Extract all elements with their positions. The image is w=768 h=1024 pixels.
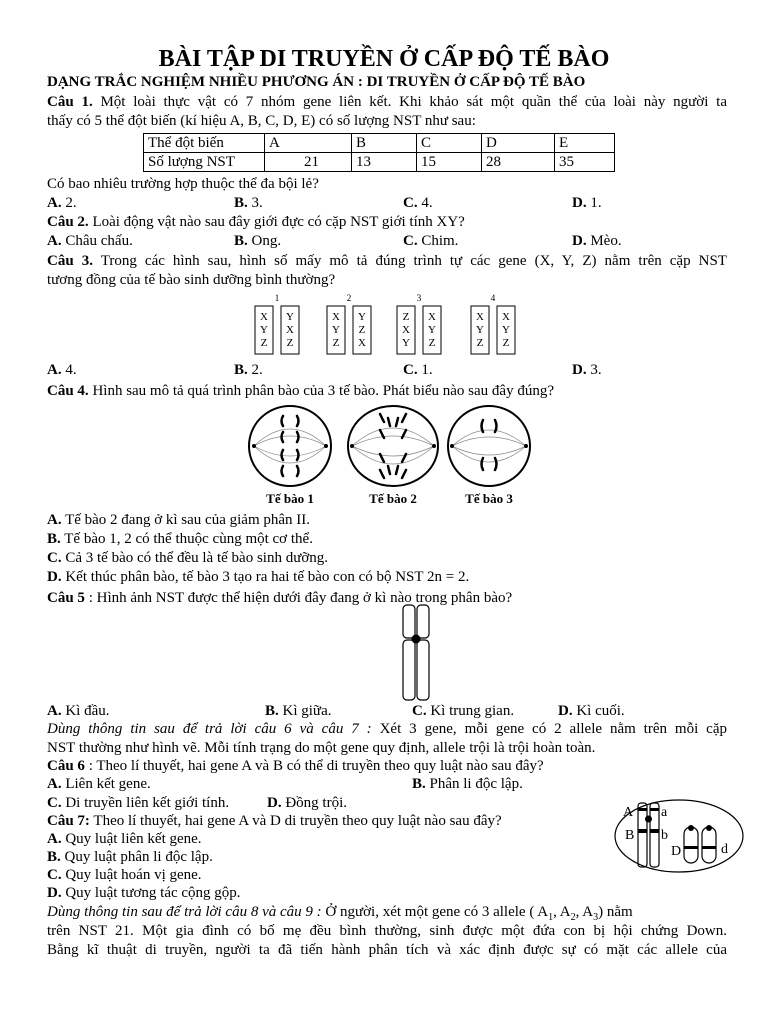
allele-label: B — [625, 828, 635, 843]
option-text: Ong. — [247, 233, 282, 249]
option-text: Đồng trội. — [281, 795, 348, 811]
option-text: Kì đầu. — [61, 703, 110, 719]
option-text: Tế bào 1, 2 có thể thuộc cùng một cơ thể. — [60, 531, 313, 547]
info89-italic: Dùng thông tin sau để trả lời câu 8 và câu 9 : — [47, 904, 322, 920]
table-row — [144, 134, 615, 153]
table-row — [144, 153, 615, 172]
option-text: 1. — [586, 195, 602, 211]
table-cell: 35 — [555, 153, 615, 172]
option-text: 1. — [417, 362, 433, 378]
gene-label: X — [286, 324, 294, 336]
option-a[interactable] — [47, 232, 133, 250]
q6-label: Câu 6 — [47, 758, 85, 774]
option-letter: C. — [47, 867, 62, 883]
table-cell: 21 — [265, 153, 352, 172]
gene-label: Z — [286, 337, 294, 349]
q3-line-1 — [47, 252, 727, 270]
option-letter: A. — [47, 703, 62, 719]
option-text: Phân li độc lập. — [425, 776, 523, 792]
option-letter: D. — [572, 233, 587, 249]
q5-label: Câu 5 — [47, 590, 85, 606]
option-letter: D. — [572, 195, 587, 211]
q4-option-d[interactable] — [47, 568, 727, 586]
mutant-table — [143, 133, 615, 172]
figure-number: 1 — [274, 293, 280, 303]
table-cell: 13 — [352, 153, 417, 172]
option-text: 2. — [247, 362, 263, 378]
option-letter: D. — [47, 885, 62, 901]
option-a[interactable] — [47, 775, 151, 793]
cell-outline — [448, 406, 530, 486]
option-text: Kì cuối. — [572, 703, 625, 719]
cell-division-figure — [240, 400, 540, 510]
table-cell: C — [417, 134, 482, 153]
table-cell: D — [482, 134, 555, 153]
q4-text: Hình sau mô tả quá trình phân bào của 3 tế bào. Phát biểu nào sau đây đúng? — [88, 383, 554, 399]
table-cell: 28 — [482, 153, 555, 172]
option-a[interactable] — [47, 361, 77, 379]
option-d[interactable] — [558, 702, 625, 720]
option-c[interactable] — [47, 794, 229, 812]
subscript: 3 — [593, 912, 599, 923]
option-text: Kì giữa. — [278, 703, 332, 719]
allele-label: A — [623, 805, 634, 820]
gene-label: X — [358, 337, 366, 349]
q7-text: Theo lí thuyết, hai gene A và D di truyền theo quy luật nào sau đây? — [89, 813, 502, 829]
option-letter: B. — [47, 531, 61, 547]
chromatid-arm — [417, 640, 429, 700]
option-letter: D. — [572, 362, 587, 378]
gene-label: Y — [476, 324, 484, 336]
q3-text-1: Trong các hình sau, hình số mấy mô tả đúng trình tự các gene (X, Y, Z) nằm trên cặp NST — [92, 253, 727, 269]
option-text: Châu chấu. — [61, 233, 133, 249]
chromosome-pairs-figure — [240, 292, 530, 358]
info67-italic: Dùng thông tin sau để trả lời câu 6 và câu 7 : — [47, 721, 372, 737]
option-letter: C. — [403, 233, 418, 249]
option-text: 2. — [61, 195, 77, 211]
option-text: Quy luật phân li độc lập. — [60, 849, 213, 865]
cell-outline — [249, 406, 331, 486]
option-text: Liên kết gene. — [61, 776, 151, 792]
gene-label: X — [428, 311, 436, 323]
gene-label: Y — [402, 337, 410, 349]
metaphase-chromosome-figure — [398, 603, 434, 703]
option-letter: C. — [403, 362, 418, 378]
gene-label: X — [332, 311, 340, 323]
q7-option-c[interactable] — [47, 866, 587, 884]
option-c[interactable] — [403, 232, 458, 250]
table-cell: A — [265, 134, 352, 153]
q1-text-2: thấy có 5 thể đột biến (kí hiệu A, B, C, D, E) có số lượng NST như sau: — [47, 113, 476, 129]
subscript: 2 — [570, 912, 576, 923]
q4-line — [47, 382, 727, 400]
option-text: Kết thúc phân bào, tế bào 3 tạo ra hai tế bào con có bộ NST 2n = 2. — [61, 569, 470, 585]
gene-label: Z — [260, 337, 268, 349]
option-letter: A. — [47, 362, 62, 378]
info67-text-1: Xét 3 gene, mỗi gene có 2 allele nằm trên mỗi cặp — [371, 721, 727, 737]
cell-caption: Tế bào 2 — [369, 491, 417, 506]
allele-label: a — [661, 805, 668, 820]
option-text: Cả 3 tế bào có thể đều là tế bào sinh dưỡng. — [61, 550, 329, 566]
info89-text: Ở người, xét một gene có 3 allele ( A — [321, 904, 549, 920]
q7-line — [47, 812, 587, 830]
figure-number: 4 — [490, 293, 496, 303]
info67-line-1 — [47, 720, 727, 738]
option-letter: D. — [47, 569, 62, 585]
gene-label: Y — [358, 311, 366, 323]
option-d[interactable] — [267, 794, 347, 812]
q7-label: Câu 7: — [47, 813, 90, 829]
q7-option-d[interactable] — [47, 884, 587, 902]
gene-label: Y — [332, 324, 340, 336]
q1-label: Câu 1. — [47, 94, 93, 110]
q6-options-row-1 — [47, 775, 727, 793]
gene-label: Y — [428, 324, 436, 336]
option-letter: A. — [47, 233, 62, 249]
q6-line — [47, 757, 727, 775]
q5-options — [47, 702, 727, 720]
subscript: 1 — [548, 912, 554, 923]
option-b[interactable] — [412, 775, 523, 793]
option-text: 3. — [586, 362, 602, 378]
option-a[interactable] — [47, 702, 110, 720]
cell-outline — [348, 406, 438, 486]
option-a[interactable] — [47, 194, 77, 212]
option-b[interactable] — [234, 194, 263, 212]
info89-text-3: Bằng kĩ thuật di truyền, người ta đã tiến hành phân tích và xác định được sự có mặt các allele của — [47, 942, 727, 958]
gene-label: Y — [286, 311, 294, 323]
option-letter: B. — [234, 233, 248, 249]
q2-line — [47, 213, 727, 231]
table-cell: Thể đột biến — [144, 134, 265, 153]
q5-line — [47, 589, 727, 607]
gene-label: Y — [260, 324, 268, 336]
option-letter: C. — [47, 795, 62, 811]
option-b[interactable] — [234, 232, 281, 250]
cell-caption: Tế bào 1 — [266, 491, 314, 506]
gene-label: X — [260, 311, 268, 323]
gene-label: Z — [476, 337, 484, 349]
option-b[interactable] — [234, 361, 263, 379]
q5-text: : Hình ảnh NST được thể hiện dưới đây đang ở kì nào trong phân bào? — [84, 590, 513, 606]
option-d[interactable] — [572, 361, 602, 379]
allele-label: b — [661, 828, 668, 843]
option-letter: C. — [412, 703, 427, 719]
gene-label: X — [476, 311, 484, 323]
table-cell: B — [352, 134, 417, 153]
chromatid-arm — [403, 605, 415, 638]
q1-line-1 — [47, 93, 727, 111]
info89-text-2: trên NST 21. Một gia đình có bố mẹ đều bình thường, sinh được một đứa con bị hội chứng Down. — [47, 923, 727, 939]
q1-question: Có bao nhiêu trường hợp thuộc thể đa bội lẻ? — [47, 176, 319, 192]
option-text: Tế bào 2 đang ở kì sau của giảm phân II. — [61, 512, 311, 528]
q2-label: Câu 2. — [47, 214, 89, 230]
chromatid-arm — [417, 605, 429, 638]
option-letter: C. — [47, 550, 62, 566]
option-letter: B. — [234, 362, 248, 378]
q3-text-2: tương đồng của tế bào sinh dưỡng bình thường? — [47, 272, 336, 288]
option-letter: B. — [412, 776, 426, 792]
gene-label: Z — [502, 337, 510, 349]
gene-label: Z — [428, 337, 436, 349]
centromere — [412, 635, 421, 644]
option-b[interactable] — [265, 702, 331, 720]
info89-text: ) nằm — [598, 904, 633, 920]
q6-text: : Theo lí thuyết, hai gene A và B có thể di truyền theo quy luật nào sau đây? — [84, 758, 544, 774]
q2-options — [47, 232, 727, 250]
gene-chromosome-figure — [612, 795, 746, 875]
q4-option-a[interactable] — [47, 511, 727, 529]
gene-label: Y — [502, 324, 510, 336]
q7-option-b[interactable] — [47, 848, 587, 866]
option-text: Quy luật tương tác cộng gộp. — [61, 885, 241, 901]
chromatid-arm — [403, 640, 415, 700]
info67-text-2: NST thường như hình vẽ. Mỗi tính trạng do một gene quy định, allele trội là trội hoàn toàn. — [47, 740, 596, 756]
option-text: 3. — [247, 195, 263, 211]
option-letter: C. — [403, 195, 418, 211]
q4-option-c[interactable] — [47, 549, 727, 567]
q3-options — [47, 361, 727, 379]
option-text: 4. — [61, 362, 77, 378]
option-letter: B. — [47, 849, 61, 865]
option-letter: A. — [47, 512, 62, 528]
gene-label: X — [502, 311, 510, 323]
gene-label: Z — [402, 311, 410, 323]
option-text: Di truyền liên kết giới tính. — [61, 795, 230, 811]
figure-number: 2 — [346, 293, 352, 303]
q1-options — [47, 194, 727, 212]
gene-label: Z — [332, 337, 340, 349]
q2-text: Loài động vật nào sau đây giới đực có cặp NST giới tính XY? — [88, 214, 465, 230]
q4-option-b[interactable] — [47, 530, 727, 548]
figure-number: 3 — [416, 293, 422, 303]
option-d[interactable] — [572, 232, 622, 250]
option-c[interactable] — [412, 702, 514, 720]
option-c[interactable] — [403, 194, 433, 212]
option-text: Quy luật hoán vị gene. — [61, 867, 202, 883]
page-title: BÀI TẬP DI TRUYỀN Ở CẤP ĐỘ TẾ BÀO — [158, 46, 610, 72]
option-text: Mèo. — [586, 233, 622, 249]
option-letter: A. — [47, 776, 62, 792]
cell-caption: Tế bào 3 — [465, 491, 513, 506]
q3-label: Câu 3. — [47, 253, 93, 269]
option-d[interactable] — [572, 194, 602, 212]
allele-label: d — [721, 842, 728, 857]
table-cell: Số lượng NST — [144, 153, 265, 172]
q1-text-1: Một loài thực vật có 7 nhóm gene liên kết. Khi khảo sát một quần thể của loài này người ta — [92, 94, 727, 110]
option-letter: D. — [267, 795, 282, 811]
option-text: Quy luật liên kết gene. — [61, 831, 202, 847]
table-cell: E — [555, 134, 615, 153]
option-letter: A. — [47, 831, 62, 847]
section-subtitle: DẠNG TRẮC NGHIỆM NHIỀU PHƯƠNG ÁN : DI TRUYỀN Ở CẤP ĐỘ TẾ BÀO — [47, 74, 586, 90]
gene-label: Z — [358, 324, 366, 336]
gene-label: X — [402, 324, 410, 336]
option-text: Chim. — [417, 233, 459, 249]
option-text: 4. — [417, 195, 433, 211]
option-letter: B. — [265, 703, 279, 719]
q4-label: Câu 4. — [47, 383, 89, 399]
q7-option-a[interactable] — [47, 830, 587, 848]
table-cell: 15 — [417, 153, 482, 172]
option-letter: D. — [558, 703, 573, 719]
info89-text: , A — [553, 904, 571, 920]
option-letter: B. — [234, 195, 248, 211]
option-letter: A. — [47, 195, 62, 211]
option-text: Kì trung gian. — [426, 703, 515, 719]
allele-label: D — [671, 844, 682, 859]
option-c[interactable] — [403, 361, 433, 379]
info89-text: , A — [575, 904, 594, 920]
